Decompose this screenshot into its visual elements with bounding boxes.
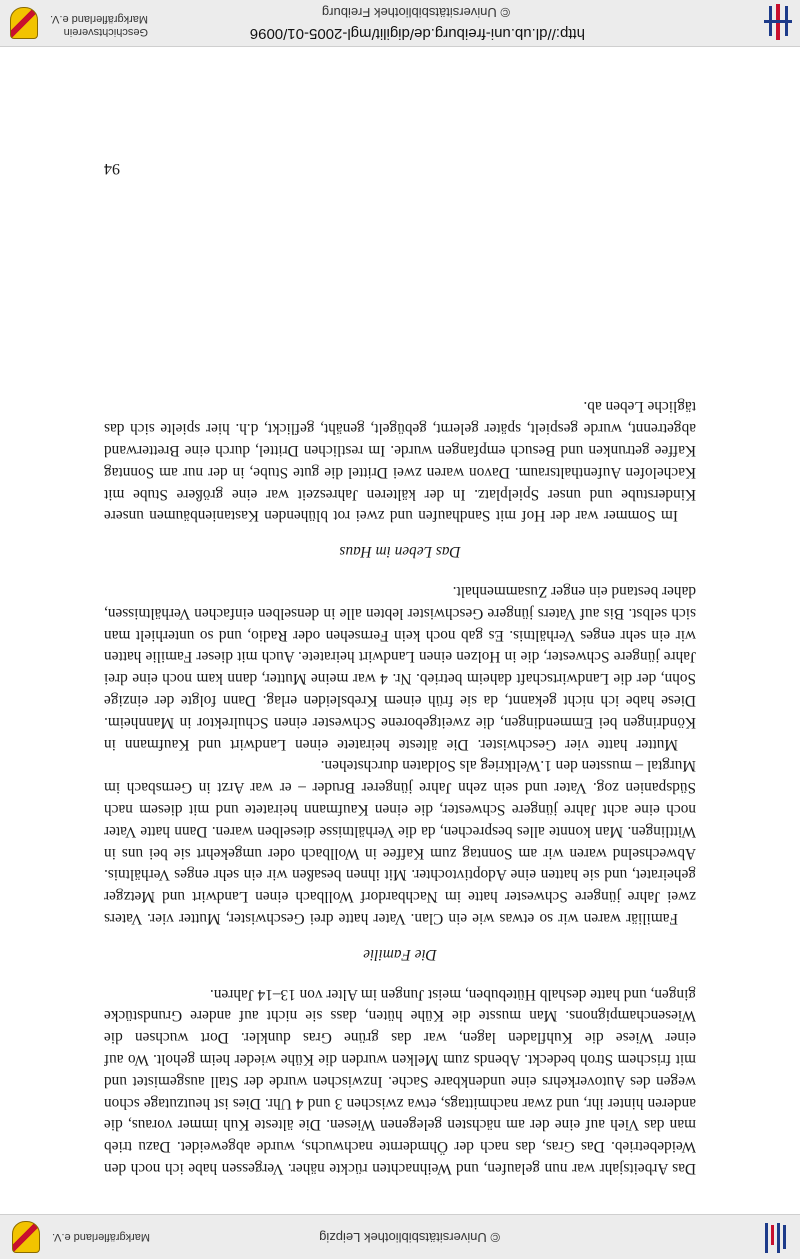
coat-of-arms-icon [10,7,38,39]
org-name-bottom [50,12,148,38]
library-copyright-top: © Universitätsbibliothek Leipzig [319,1230,500,1245]
paragraph-familie-2: Mutter hatte vier Geschwister. Die älteste heiratete einen Landwirt und Kaufmann in Köndringen bei Emmendingen, die zweitgeborene Schwester einen Schulrektor in Mannheim. Diese habe ich nicht gekannt, da sie früh einem Krebsleiden erlag. Dann folgte der einzige Sohn, der die Landwirtschaft daheim betrieb. Nr. 4 war meine Mutter, dann kam noch eine drei Jahre jüngere Schwester, die in Holzen einen Landwirt heiratete. Auch mit dieser Familie hatten wir ein sehr enges Verhältnis. Es gab noch kein Fernsehen oder Radio, und so unterhielt man sich selbst. Bis auf Vaters jüngere Geschwister lebten alle in denselben einfachen Verhältnissen, daher bestand ein enger Zusammenhalt. [104,583,696,753]
section-heading-leben-im-haus: Das Leben im Haus [339,543,461,561]
coat-of-arms-icon [12,1221,40,1253]
university-library-logo-icon [752,4,792,40]
paragraph-familie-1: Familiär waren wir so etwas wie ein Clan. Vater hatte drei Geschwister, Mutter vier. Vaters zwei Jahre jüngere Schwester hatte im Nachbardorf Wollbach einen Landwirt und Metzger geheiratet, und sie hatten eine Adoptivtochter. Mit ihnen besaßen wir ein sehr enges Verhältnis. Abwechselnd waren wir am Sonntag zum Kaffee in Wollbach oder umgekehrt sie bei uns in Wittlingen. Man konnte alles besprechen, da die Verhältnisse dieselben waren. Dann hatte Vater noch eine acht Jahre jüngere Schwester, die einen Kaufmann heiratete und mit diesem nach Südspanien zog. Vater und sein zehn Jahre jüngerer Bruder – er war Arzt in Gernsbach im Murgtal – mussten den 1.Weltkrieg als Soldaten durchstehen. [104,757,696,928]
page-number: 94 [104,160,120,177]
viewer-top-strip [0,0,800,47]
permalink-url[interactable]: http://dl.ub.uni-freiburg.de/digilit/mgl-2005-01/0096 [249,25,585,42]
org-line-1: Geschichtsverein [63,26,149,38]
library-copyright-bottom: © Universitätsbibliothek Freiburg [321,5,510,20]
section-heading-familie: Die Familie [363,945,437,963]
page-body [104,396,696,1179]
org-name-top: Markgräflerland e.V. [52,1231,151,1243]
org-line-2: Markgräflerland e.V. [50,13,149,25]
paragraph-leben-im-haus: Im Sommer war der Hof mit Sandhaufen und zwei rot blühenden Kastanienbäumen unsere Kinderstube und unser Spielplatz. In der kälteren Jahreszeit war eine größere Stube mit Kachelofen Aufenthaltsraum. Davon waren zwei Drittel die gute Stube, in der nur am Sonntag Kaffee getrunken und Besuch empfangen wurde. Im restlichen Drittel, durch eine Bretterwand abgetrennt, wurde gespielt, später gelernt, gebügelt, genäht, geflickt, d.h. hier spielte sich das tägliche Leben ab. [104,398,696,525]
paragraph-weidebetrieb: Das Arbeitsjahr war nun gelaufen, und Weihnachten rückte näher. Vergessen habe ich noch den Weidebetrieb. Das Gras, das nach der Öhmdernte nachwuchs, wurde abgeweidet. Dazu trieb man das Vieh auf eine der am nächsten gelegenen Wiesen. Die älteste Kuh immer voraus, die anderen hinter ihr, und zwar nachmittags, etwa zwischen 3 und 4 Uhr. Dies ist heutzutage schon wegen des Autoverkehrs eine undenkbare Sache. Inzwischen wurde der Stall ausgemistet und mit frischem Stroh bedeckt. Abends zum Melken wurden die Kühe wieder heim geholt. Wo auf einer Wiese die Kuhfladen lagen, war das grüne Gras dunkler. Dort wuchsen die Wiesenchampignons. Man musste die Kühe hüten, dass sie nicht auf andere Grundstücke gingen, und hatte deshalb Hütebuben, meist Jungen im Alter von 13–14 Jahren. [104,985,696,1177]
viewer-bottom-strip [0,1214,800,1259]
library-logo-icon [750,1219,790,1255]
